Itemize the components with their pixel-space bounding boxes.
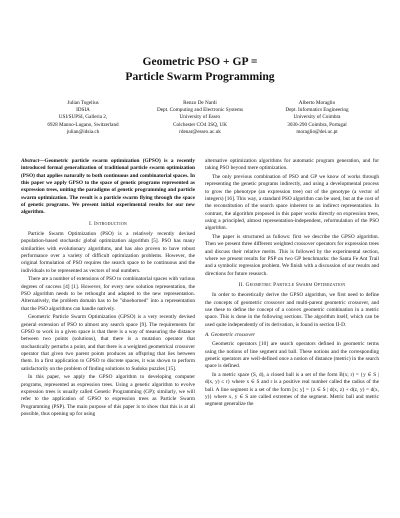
author-block [0, 100, 400, 150]
paragraph: There are a number of extensions of PSO to combinatorial spaces with various degrees of success [4] [1]. However, for every new solution representation, the PSO algorithm needs to be rethought and adapted to the new representation. Alternatively, the problem domain has to be "shoehorned" into a representation that the PSO algorithms can handle natively. [21, 276, 195, 312]
abstract-text: —Geometric particle swarm optimization (GPSO) is a recently introduced formal generalization of traditional particle swarm optimization (PSO) that applies naturally to both continuous and combinatorial spaces. In this paper we apply GPSO to the space of genetic programs represented as expression trees, uniting the paradigms of genetic programming and particle swarm optimization. The result is a particle swarm flying through the space of genetic programs. We present initial experimental results for our new algorithm. [21, 158, 195, 216]
author-3 [262, 100, 372, 136]
author-address: University of Essex [179, 114, 221, 121]
paragraph: The paper is structured as follows: first we describe the GPSO algorithm. Then we present three different weighted crossover operators for expression trees and discuss their relative merits. This is followed by the experimental section, where we present results for PSP on two GP benchmarks: the Santa Fe Ant Trail and a symbolic regression problem. We finish with a discussion of our results and directions for future research. [205, 233, 379, 277]
author-email: moraglio@dei.uc.pt [296, 128, 338, 135]
left-column [21, 158, 195, 419]
paragraph: In a metric space (S, d), a closed ball is a set of the form B(x; r) = {y ∈ S | d(x, y) ≤ r} where x ∈ S and r is a positive real number called the radius of the ball. A line segment is a set of the form [x; y] = {z ∈ S | d(x, z) + d(z, y) = d(x, y)} where x, y ∈ S are called extremes of the segment. Metric ball and metric segment generalize the [205, 371, 379, 408]
author-address: USI/SUPSI, Galleria 2, [58, 114, 108, 121]
author-email: rdenar@essex.ac.uk [179, 128, 221, 135]
title-line-2: Particle Swarm Programming [125, 70, 275, 83]
paragraph: Geometric Particle Swarm Optimization (GPSO) is a very recently devised general extension of PSO to almost any search space [9]. The requirements for GPSO to work in a given space is that there is a way of measuring the distance between two points (solutions), that there is a mutation operator that stochastically perturbs a point, and that there is a weighted geometrical crossover operator that given two parent points produces an offspring that lies between them. In a first application to GPSO to discrete spaces, it was shown to perform satisfactorily on the problem of finding solutions to Sudoku puzzles [15]. [21, 314, 195, 372]
paragraph: The only previous combination of PSO and GP we know of works through representing the genetic programs indirectly, and using a developmental process to grow the phenotype (an expression tree) out of the genotype (a vector of integers) [16]. This way, a standard PSO algorithm can be used, but at the cost of the reconstitution of the search space inherent to an indirect representation. In contrast, the algorithm proposed in this paper works directly on expression trees, using a principled, almost representation-independent, reformulation of the PSO algorithm. [205, 173, 379, 232]
author-email: julian@idsia.ch [66, 128, 100, 135]
author-address: University of Coimbra [293, 114, 341, 121]
abstract [21, 158, 195, 217]
author-address: 6928 Manno-Lugano, Switzerland [47, 121, 119, 128]
author-affiliation: Dept. Computing and Electronic Systems [156, 107, 243, 114]
paragraph: alternative optimization algorithms for automatic program generation, and for taking PSO beyond mere optimization. [205, 158, 379, 172]
abstract-lead: Abstract [21, 158, 40, 164]
author-name: Renzo De Nardi [183, 100, 217, 106]
author-1 [28, 100, 138, 136]
author-address: 3030-290 Coimbra, Portugal [287, 121, 347, 128]
author-name: Julian Togelius [67, 100, 99, 106]
right-column [205, 158, 379, 410]
section-heading-introduction: I. Introduction [88, 220, 128, 227]
paper-title [0, 54, 400, 84]
paragraph: Geometric operators [10] are search operators defined in geometric terms using the notions of line segment and ball. These notions and the corresponding genetic operators are well-defined once a notion of distance (metric) in the search space is defined. [205, 341, 379, 370]
paragraph: Particle Swarm Optimization (PSO) is a relatively recently devised population-based stochastic global optimization algorithm [5]. PSO has many similarities with evolutionary algorithms, and has also proven to have robust performance over a variety of difficult optimization problems. However, the original formulation of PSO requires the search space to be continuous and the individuals to be represented as vectors of real numbers. [21, 231, 195, 274]
paragraph: In this paper, we apply the GPSO algorithm to developing computer programs, represented as expression trees. Using a genetic algorithm to evolve expression trees is usually called Genetic Programming (GP); similarly, we will refer to the application of GPSO to expression trees as Particle Swarm Programming (PSP). The main purpose of this paper is to show that this is at all possible, thus opening up for using [21, 374, 195, 417]
subsection-heading-geometric-crossover: A. Geometric crossover [205, 331, 255, 338]
section-heading-gpso: II. Geometric Particle Swarm Optimization [238, 281, 346, 288]
author-affiliation: IDSIA [76, 107, 90, 114]
title-line-1: Geometric PSO + GP = [142, 55, 258, 68]
author-affiliation: Dept. Informatics Engineering [285, 107, 349, 114]
author-name: Alberto Moraglio [298, 100, 336, 106]
author-address: Colchester CO4 3SQ, UK [173, 121, 227, 128]
paragraph: In order to theoretically derive the GPSO algorithm, we first need to define the concepts of geometric crossover and multi-parent geometric crossover, and use these to define the concept of a convex geometric combination in a metric space. This is done in the following sections. The algorithm itself, which can be used quite independently of its derivation, is found in section II-D. [205, 292, 379, 328]
author-2 [142, 100, 258, 136]
